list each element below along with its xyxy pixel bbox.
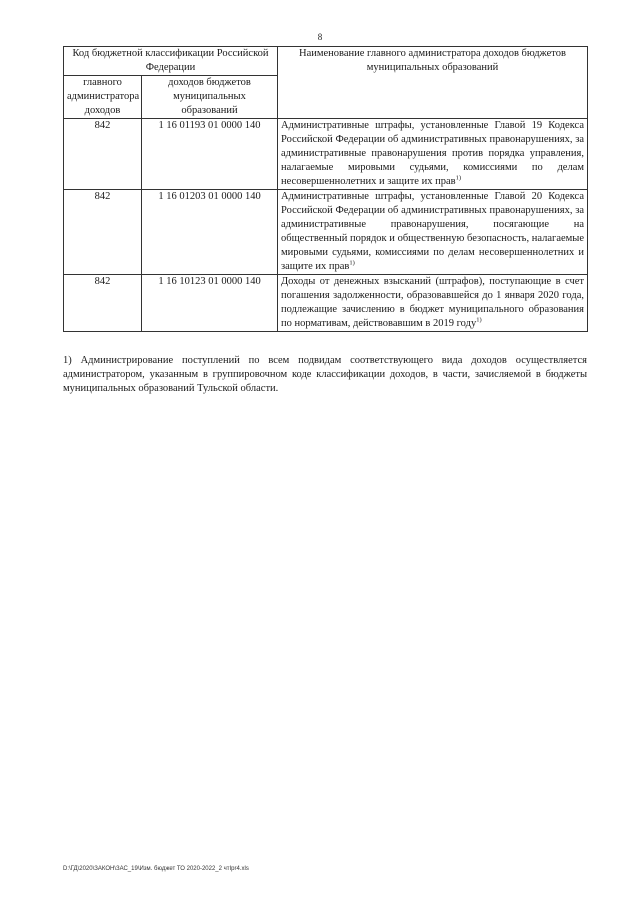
header-code-group: Код бюджетной классификации Российской Федерации xyxy=(64,47,278,76)
header-name: Наименование главного администратора доходов бюджетов муниципальных образований xyxy=(278,47,588,119)
row-admin-code: 842 xyxy=(64,275,142,332)
row-income-code: 1 16 10123 01 0000 140 xyxy=(142,275,278,332)
table-row xyxy=(64,275,588,332)
footnote-ref: 1) xyxy=(349,259,355,267)
table-row xyxy=(64,119,588,190)
row-name-text: Административные штрафы, установленные Главой 19 Кодекса Российской Федерации об административных правонарушениях, за административные правонарушения против порядка управления, налагаемые мировыми судьями, комиссиями по делам несовершеннолетних и защите их прав xyxy=(281,120,584,187)
page-number: 8 xyxy=(317,32,323,42)
row-income-code: 1 16 01193 01 0000 140 xyxy=(142,119,278,190)
row-name xyxy=(278,190,588,275)
budget-classification-table xyxy=(63,46,588,332)
file-path-footer: D:\ГД\2020\ЗАКОН\ЗАС_19\Изм. бюджет ТО 2020-2022_2 чтIpr4.xls xyxy=(63,866,249,872)
header-admin: главного администратора доходов xyxy=(64,76,142,119)
footnote-ref: 1) xyxy=(455,174,461,182)
row-name-text: Административные штрафы, установленные Главой 20 Кодекса Российской Федерации об административных правонарушениях, за административные правонарушения, посягающие на общественный порядок и общественную безопасность, налагаемые мировыми судьями, комиссиями по делам несовершеннолетних и защите их прав xyxy=(281,191,584,272)
row-name-text: Доходы от денежных взысканий (штрафов), поступающие в счет погашения задолженности, образовавшейся до 1 января 2020 года, подлежащие зачислению в бюджет муниципального образования по нормативам, действовавшим в 2019 году xyxy=(281,276,584,329)
table-header-row xyxy=(64,47,588,76)
row-income-code: 1 16 01203 01 0000 140 xyxy=(142,190,278,275)
table-row xyxy=(64,190,588,275)
row-admin-code: 842 xyxy=(64,119,142,190)
footnote-ref: 1) xyxy=(476,316,482,324)
footnote: 1) Администрирование поступлений по всем подвидам соответствующего вида доходов осуществляется администратором, указанным в группировочном коде классификации доходов, в части, зачисляемой в бюджеты муниципальных образований Тульской области. xyxy=(63,355,587,394)
header-income: доходов бюджетов муниципальных образований xyxy=(142,76,278,119)
row-name xyxy=(278,275,588,332)
row-name xyxy=(278,119,588,190)
row-admin-code: 842 xyxy=(64,190,142,275)
